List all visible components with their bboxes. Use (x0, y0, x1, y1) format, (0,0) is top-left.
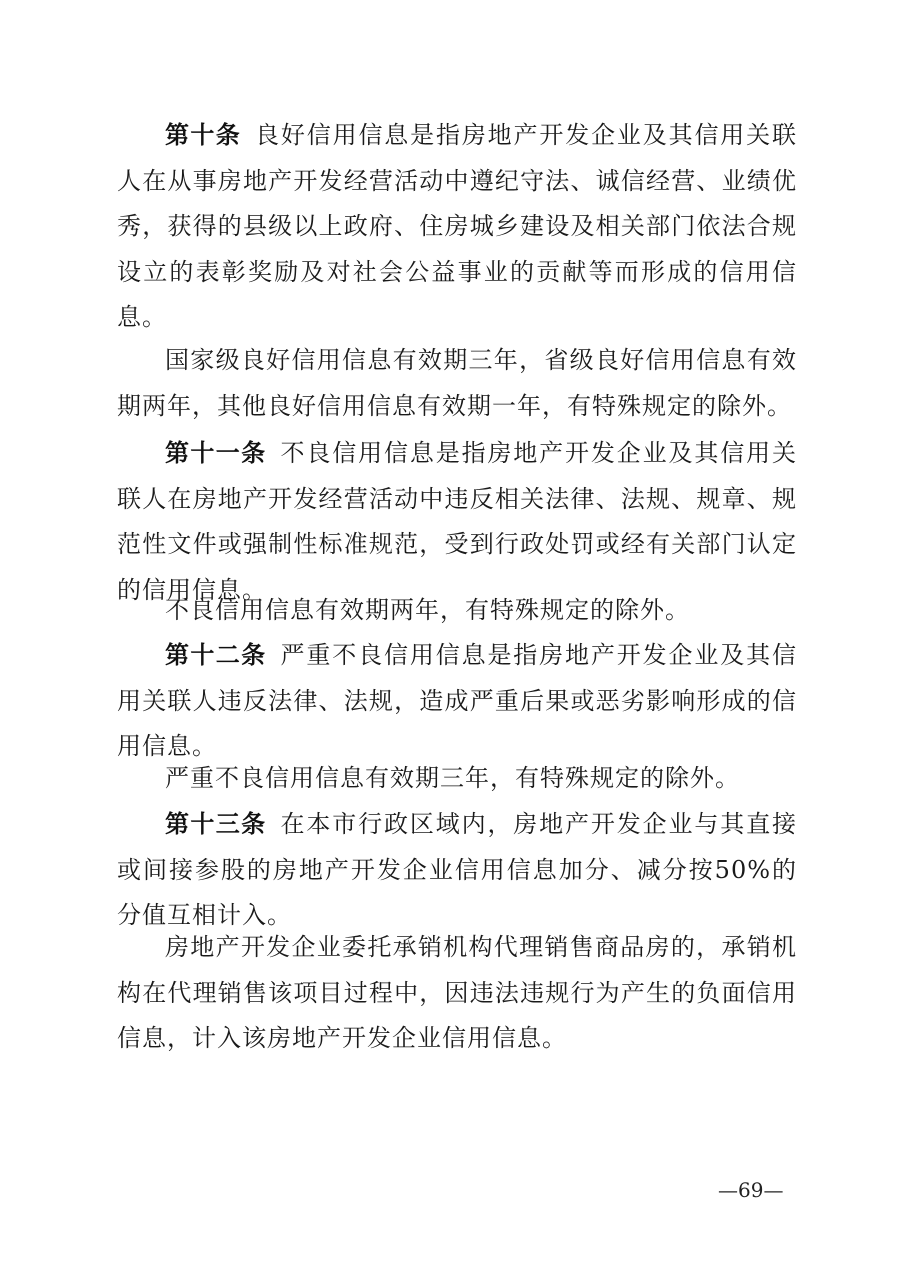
article-10-paragraph (117, 112, 797, 341)
article-11-text: 不良信用信息是指房地产开发企业及其信用关联人在房地产开发经营活动中违反相关法律、法规、规章、规范性文件或强制性标准规范，受到行政处罚或经有关部门认定的信用信息。 (117, 439, 798, 604)
article-13-sales-paragraph (117, 925, 797, 1062)
article-10-validity-paragraph (117, 338, 797, 429)
article-10-text: 良好信用信息是指房地产开发企业及其信用关联人在从事房地产开发经营活动中遵纪守法、诚信经营、业绩优秀，获得的县级以上政府、住房城乡建设及相关部门依法合规设立的表彰奖励及对社会公益事业的贡献等而形成的信用信息。 (117, 121, 798, 331)
article-11-validity-text: 不良信用信息有效期两年，有特殊规定的除外。 (165, 596, 690, 624)
article-10-validity-text: 国家级良好信用信息有效期三年，省级良好信用信息有效期两年，其他良好信用信息有效期一年，有特殊规定的除外。 (117, 346, 797, 420)
article-12-text: 严重不良信用信息是指房地产开发企业及其信用关联人违反法律、法规，造成严重后果或恶劣影响形成的信用信息。 (117, 641, 798, 760)
article-11-heading: 第十一条 (165, 438, 267, 467)
page-number: —69— (718, 1178, 784, 1202)
article-12-validity-paragraph (117, 756, 797, 802)
article-11-validity-paragraph (117, 588, 797, 634)
article-12-paragraph (117, 632, 797, 770)
article-13-text: 在本市行政区域内，房地产开发企业与其直接或间接参股的房地产开发企业信用信息加分、减分按50%的分值互相计入。 (117, 810, 798, 929)
article-13-heading: 第十三条 (165, 809, 267, 838)
article-13-sales-text: 房地产开发企业委托承销机构代理销售商品房的，承销机构在代理销售该项目过程中，因违法违规行为产生的负面信用信息，计入该房地产开发企业信用信息。 (117, 933, 797, 1052)
article-11-paragraph (117, 430, 797, 613)
article-12-heading: 第十二条 (165, 640, 267, 669)
article-12-validity-text: 严重不良信用信息有效期三年，有特殊规定的除外。 (165, 764, 740, 792)
article-13-paragraph (117, 801, 797, 939)
article-10-heading: 第十条 (165, 120, 242, 149)
